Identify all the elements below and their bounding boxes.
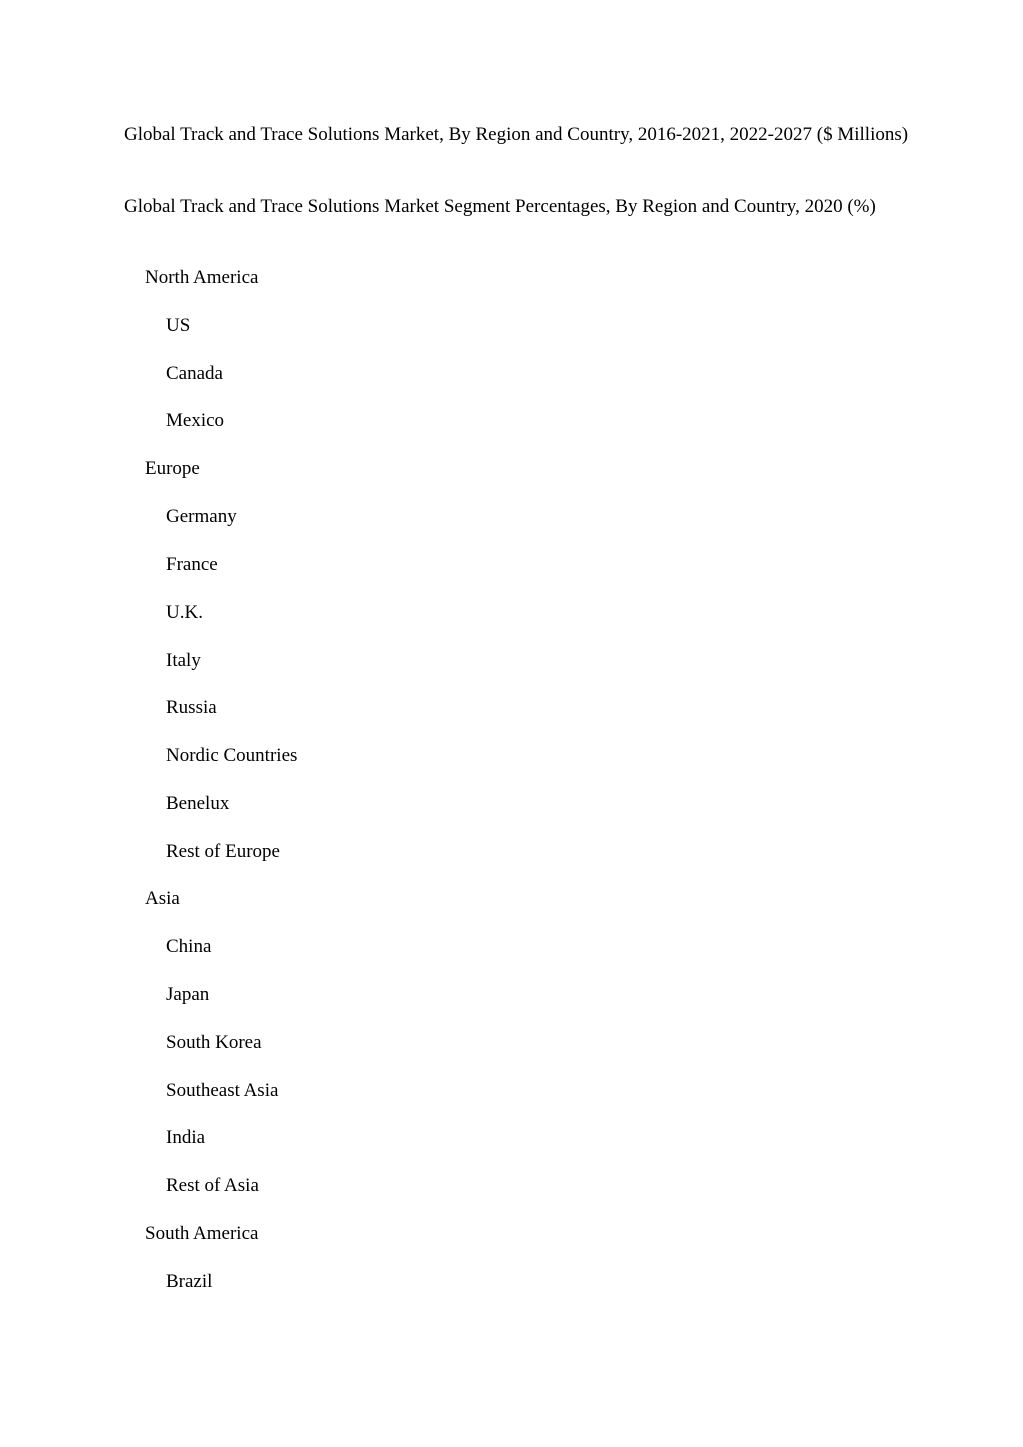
country-rest-of-europe: Rest of Europe	[166, 841, 280, 862]
country-india: India	[166, 1127, 206, 1148]
country-germany: Germany	[166, 506, 237, 527]
table-heading-market-size: Global Track and Trace Solutions Market, By Region and Country, 2016-2021, 2022-2027 ($ Millions)	[124, 124, 909, 145]
country-nordic-countries: Nordic Countries	[166, 745, 298, 766]
region-europe: Europe	[145, 458, 200, 479]
country-russia: Russia	[166, 697, 217, 718]
country-south-korea: South Korea	[166, 1032, 262, 1053]
country-benelux: Benelux	[166, 793, 230, 814]
region-asia: Asia	[145, 888, 180, 909]
country-uk: U.K.	[166, 602, 203, 623]
country-us: US	[166, 315, 191, 336]
country-rest-of-asia: Rest of Asia	[166, 1175, 259, 1196]
country-france: France	[166, 554, 218, 575]
country-mexico: Mexico	[166, 410, 225, 431]
table-heading-segment-percentages: Global Track and Trace Solutions Market Segment Percentages, By Region and Country, 2020 (%)	[124, 196, 876, 217]
country-china: China	[166, 936, 212, 957]
country-japan: Japan	[166, 984, 210, 1005]
country-southeast-asia: Southeast Asia	[166, 1080, 279, 1101]
country-italy: Italy	[166, 650, 201, 671]
region-south-america: South America	[145, 1223, 259, 1244]
country-canada: Canada	[166, 363, 223, 384]
country-brazil: Brazil	[166, 1271, 213, 1292]
region-north-america: North America	[145, 267, 259, 288]
